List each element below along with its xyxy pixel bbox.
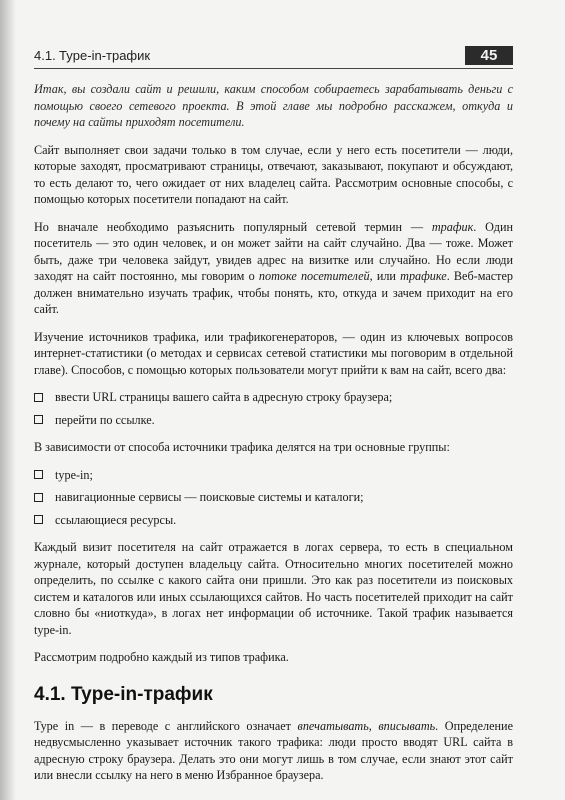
- list-item-text: type-in;: [55, 467, 93, 482]
- paragraph-2-text-1: Но вначале необходимо разъяснить популярный сетевой термин —: [34, 219, 432, 234]
- list-item-text: навигационные сервисы — поисковые системы и каталоги;: [55, 490, 364, 504]
- checkbox-bullet-icon: [34, 515, 43, 524]
- paragraph-2-text-4: . Веб-мастер должен внимательно изучать трафик, чтобы понять, кто, откуда и зачем приходит на его сайт.: [34, 269, 514, 316]
- paragraph-2: [34, 219, 513, 318]
- running-header: [34, 46, 513, 69]
- paragraph-6: Рассмотрим подробно каждый из типов трафика.: [34, 650, 289, 664]
- list-item: [34, 512, 513, 529]
- running-title: 4.1. Type-in-трафик: [34, 48, 151, 63]
- paragraph-1: Сайт выполняет свои задачи только в том случае, если у него есть посетители — люди, которые заходят, просматривают страницы, отвечают, заказывают, покупают и обсуждают, то есть делают то, чего ожидает от них владелец сайта. Рассмотрим основные способы, с помощью которых посетители попадают на сайт.: [34, 142, 513, 206]
- checkbox-bullet-icon: [34, 470, 43, 479]
- section-heading: 4.1. Type-in-трафик: [34, 683, 213, 705]
- list-item: [34, 489, 513, 506]
- paragraph-2-term-traffic-2: трафике: [400, 269, 447, 283]
- paragraph-7-text-2: . Определение недвусмысленно указывает источник такого трафика: люди просто вводят URL сайта в адресную строку браузера. Делать это они могут лишь в том случае, если знают этот сайт или внесли ссылку на него в меню Избранное браузера.: [34, 718, 513, 782]
- list-item: [34, 389, 513, 406]
- list-item: [34, 467, 513, 484]
- paragraph-7-text-1: Type in — в переводе с английского означает: [34, 718, 298, 733]
- traffic-groups-list: [34, 467, 513, 529]
- paragraph-7-term: впечатывать, вписывать: [297, 718, 436, 733]
- paragraph-4: В зависимости от способа источники трафика делятся на три основные группы:: [34, 440, 450, 454]
- paragraph-2-text-3: , или: [369, 269, 401, 283]
- checkbox-bullet-icon: [34, 415, 43, 424]
- page-edge-shadow: [0, 0, 16, 800]
- checkbox-bullet-icon: [34, 393, 43, 402]
- list-item-text: ввести URL страницы вашего сайта в адресную строку браузера;: [55, 390, 393, 404]
- page-number: 45: [465, 46, 513, 65]
- chapter-intro: Итак, вы создали сайт и решили, каким способом собираетесь зарабатывать деньги с помощью своего сетевого проекта. В этой главе мы подробно расскажем, откуда и почему на сайты приходят посетители.: [34, 82, 513, 129]
- paragraph-2-term-traffic: трафик: [431, 219, 474, 234]
- paragraph-7: [34, 718, 513, 784]
- paragraph-2-text-2: . Один посетитель — это один человек, и он может зайти на сайт случайно. Два — тоже. Может быть, даже три человека зайдут, увидев адрес на визитке или случайно. Но если люди заходят на сайт постоянно, мы говорим о: [34, 219, 513, 283]
- paragraph-3: Изучение источников трафика, или трафикогенераторов, — один из ключевых вопросов интернет-статистики (о методах и сервисах сетевой статистики мы поговорим в отдельной главе). Способов, с помощью которых пользователи могут прийти к вам на сайт, всего два:: [34, 329, 513, 377]
- checkbox-bullet-icon: [34, 493, 43, 502]
- list-item: [34, 412, 513, 429]
- paragraph-5: Каждый визит посетителя на сайт отражается в логах сервера, то есть в специальном журнале, который доступен владельцу сайта. Относительно многих посетителей можно определить, по ссылке с какого сайта они пришли. Это как раз посетители из поисковых систем и каталогов или иных ссылающихся сайтов. Но часть посетителей приходит на сайт словно бы «ниоткуда», в логах нет информации об источнике. Такой трафик называется type-in.: [34, 540, 513, 637]
- ways-list: [34, 389, 513, 428]
- list-item-text: перейти по ссылке.: [55, 412, 155, 427]
- list-item-text: ссылающиеся ресурсы.: [55, 512, 177, 527]
- paragraph-2-term-visitor-flow: потоке посетителей: [258, 269, 370, 283]
